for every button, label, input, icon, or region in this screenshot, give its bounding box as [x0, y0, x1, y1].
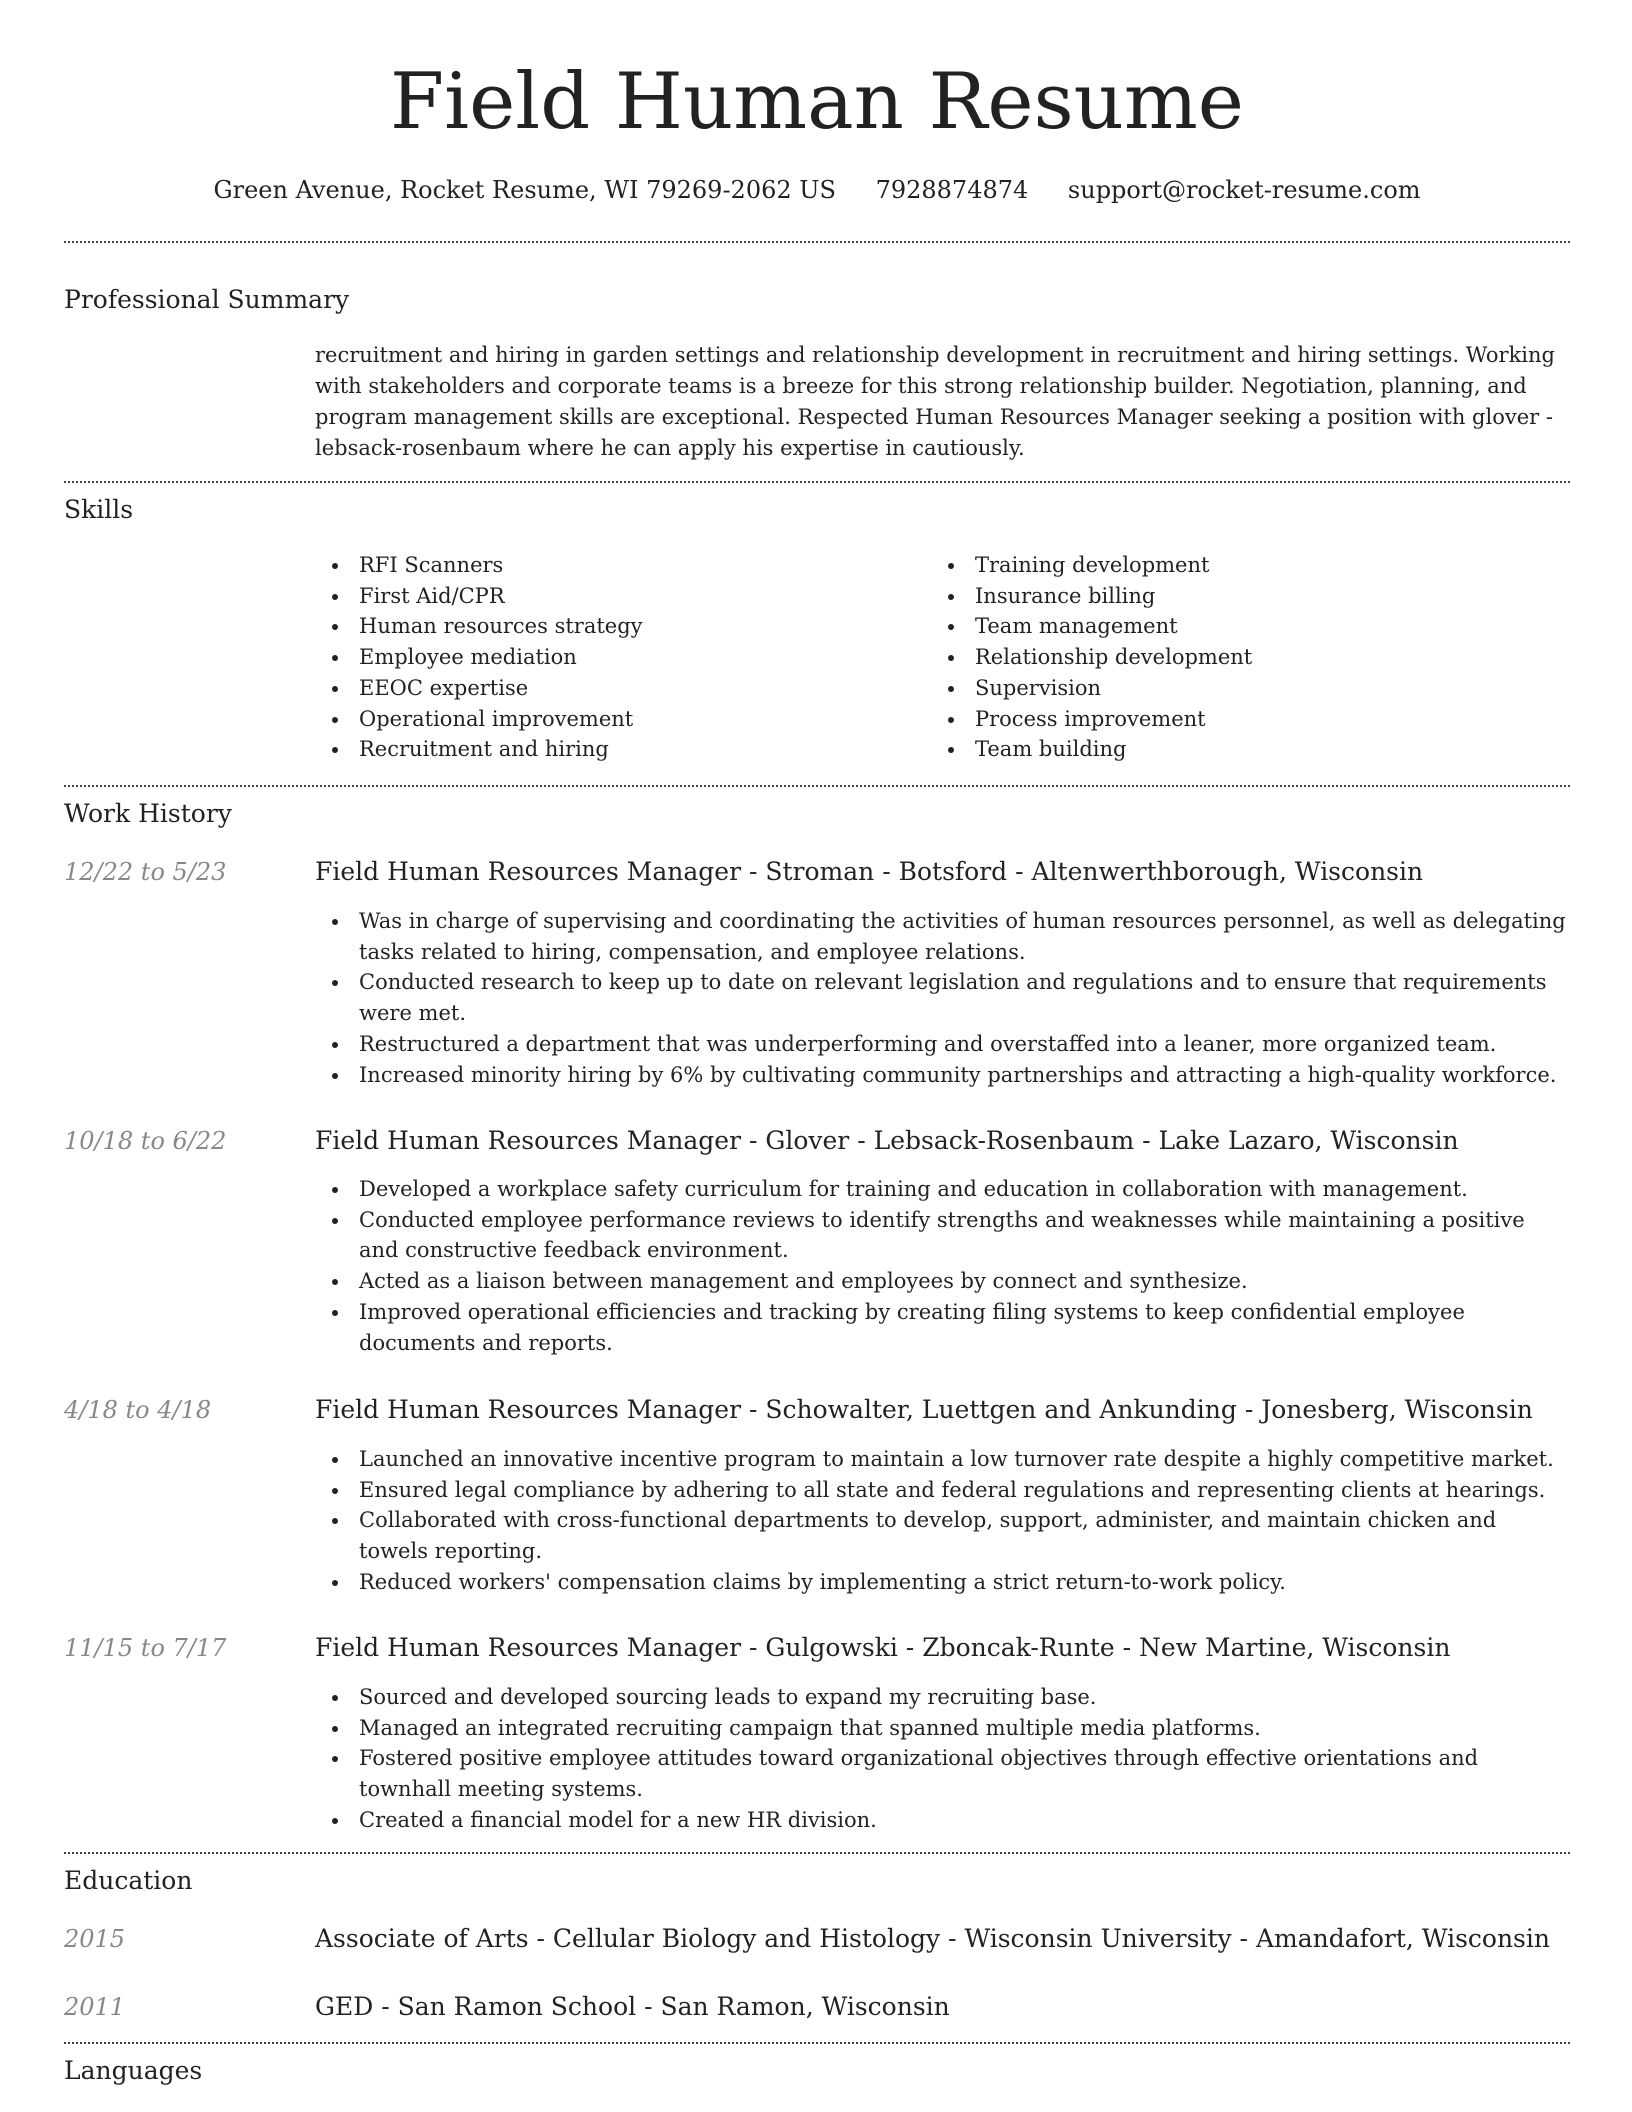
job-dates: 10/18 to 6/22: [64, 1127, 227, 1155]
job-title: Field Human Resources Manager - Glover - Lebsack-Rosenbaum - Lake Lazaro, Wisconsin: [315, 1126, 1459, 1155]
skills-list-right: [931, 550, 1531, 765]
job-bullet: Restructured a department that was underperforming and overstaffed into a leaner, more organized team.: [315, 1029, 1570, 1060]
languages-heading: Languages: [64, 2056, 203, 2085]
contact-email: support@rocket-resume.com: [1067, 176, 1421, 204]
section-divider: [64, 1852, 1570, 1854]
job-bullet: Conducted research to keep up to date on relevant legislation and regulations and to ensure that requirements were met.: [315, 967, 1570, 1028]
job-title: Field Human Resources Manager - Stroman - Botsford - Altenwerthborough, Wisconsin: [315, 857, 1424, 886]
job-bullet: Conducted employee performance reviews to identify strengths and weaknesses while maintaining a positive and constructive feedback environment.: [315, 1205, 1570, 1266]
skill-item: RFI Scanners: [315, 550, 915, 581]
section-divider: [64, 481, 1570, 483]
section-divider: [64, 241, 1570, 243]
job-bullet: Managed an integrated recruiting campaign that spanned multiple media platforms.: [315, 1713, 1570, 1744]
skill-item: Relationship development: [931, 642, 1531, 673]
education-year: 2015: [64, 1925, 126, 1953]
job-bullets: [315, 1174, 1570, 1358]
job-bullets: [315, 1444, 1570, 1598]
education-entry: GED - San Ramon School - San Ramon, Wisconsin: [315, 1992, 950, 2021]
job-bullet: Created a financial model for a new HR division.: [315, 1805, 1570, 1836]
job-bullets: [315, 1682, 1570, 1836]
skills-list-left: [315, 550, 915, 765]
skill-item: EEOC expertise: [315, 673, 915, 704]
education-heading: Education: [64, 1866, 193, 1895]
job-bullet: Sourced and developed sourcing leads to expand my recruiting base.: [315, 1682, 1570, 1713]
job-title: Field Human Resources Manager - Schowalter, Luettgen and Ankunding - Jonesberg, Wisconsin: [315, 1395, 1533, 1424]
skill-item: First Aid/CPR: [315, 581, 915, 612]
contact-address: Green Avenue, Rocket Resume, WI 79269-2062 US: [213, 176, 836, 204]
job-bullet: Developed a workplace safety curriculum for training and education in collaboration with management.: [315, 1174, 1570, 1205]
contact-phone: 7928874874: [875, 176, 1029, 204]
job-bullet: Acted as a liaison between management and employees by connect and synthesize.: [315, 1266, 1570, 1297]
job-dates: 12/22 to 5/23: [64, 858, 227, 886]
skill-item: Team building: [931, 734, 1531, 765]
skill-item: Recruitment and hiring: [315, 734, 915, 765]
skill-item: Training development: [931, 550, 1531, 581]
job-dates: 11/15 to 7/17: [64, 1634, 227, 1662]
skill-item: Operational improvement: [315, 704, 915, 735]
skill-item: Supervision: [931, 673, 1531, 704]
job-bullets: [315, 906, 1570, 1090]
summary-heading: Professional Summary: [64, 285, 350, 314]
skills-heading: Skills: [64, 495, 134, 524]
skill-item: Employee mediation: [315, 642, 915, 673]
job-dates: 4/18 to 4/18: [64, 1396, 212, 1424]
resume-name: Field Human Resume: [390, 57, 1244, 147]
summary-text: recruitment and hiring in garden settings and relationship development in recruitment and hiring settings. Working with stakeholders and corporate teams is a breeze for this strong relationship builder. Negotiation, planning, and program management skills are exceptional. Respected Human Resources Manager seeking a position with glover - lebsack-rosenbaum where he can apply his expertise in cautiously.: [315, 343, 1555, 460]
contact-line: [64, 172, 1570, 208]
job-bullet: Reduced workers' compensation claims by implementing a strict return-to-work policy.: [315, 1567, 1570, 1598]
work-history-heading: Work History: [64, 799, 232, 828]
job-bullet: Was in charge of supervising and coordinating the activities of human resources personnel, as well as delegating tasks related to hiring, compensation, and employee relations.: [315, 906, 1570, 967]
job-title: Field Human Resources Manager - Gulgowski - Zboncak-Runte - New Martine, Wisconsin: [315, 1633, 1451, 1662]
skill-item: Process improvement: [931, 704, 1531, 735]
skill-item: Insurance billing: [931, 581, 1531, 612]
education-year: 2011: [64, 1993, 126, 2021]
job-bullet: Ensured legal compliance by adhering to all state and federal regulations and representing clients at hearings.: [315, 1475, 1570, 1506]
job-bullet: Collaborated with cross-functional departments to develop, support, administer, and maintain chicken and towels reporting.: [315, 1505, 1570, 1566]
job-bullet: Fostered positive employee attitudes toward organizational objectives through effective orientations and townhall meeting systems.: [315, 1743, 1570, 1804]
skill-item: Human resources strategy: [315, 611, 915, 642]
section-divider: [64, 785, 1570, 787]
skill-item: Team management: [931, 611, 1531, 642]
section-divider: [64, 2042, 1570, 2044]
job-bullet: Improved operational efficiencies and tracking by creating filing systems to keep confidential employee documents and reports.: [315, 1297, 1570, 1358]
education-entry: Associate of Arts - Cellular Biology and Histology - Wisconsin University - Amandafort, Wisconsin: [315, 1924, 1550, 1953]
job-bullet: Launched an innovative incentive program to maintain a low turnover rate despite a highly competitive market.: [315, 1444, 1570, 1475]
job-bullet: Increased minority hiring by 6% by cultivating community partnerships and attracting a high-quality workforce.: [315, 1060, 1570, 1091]
